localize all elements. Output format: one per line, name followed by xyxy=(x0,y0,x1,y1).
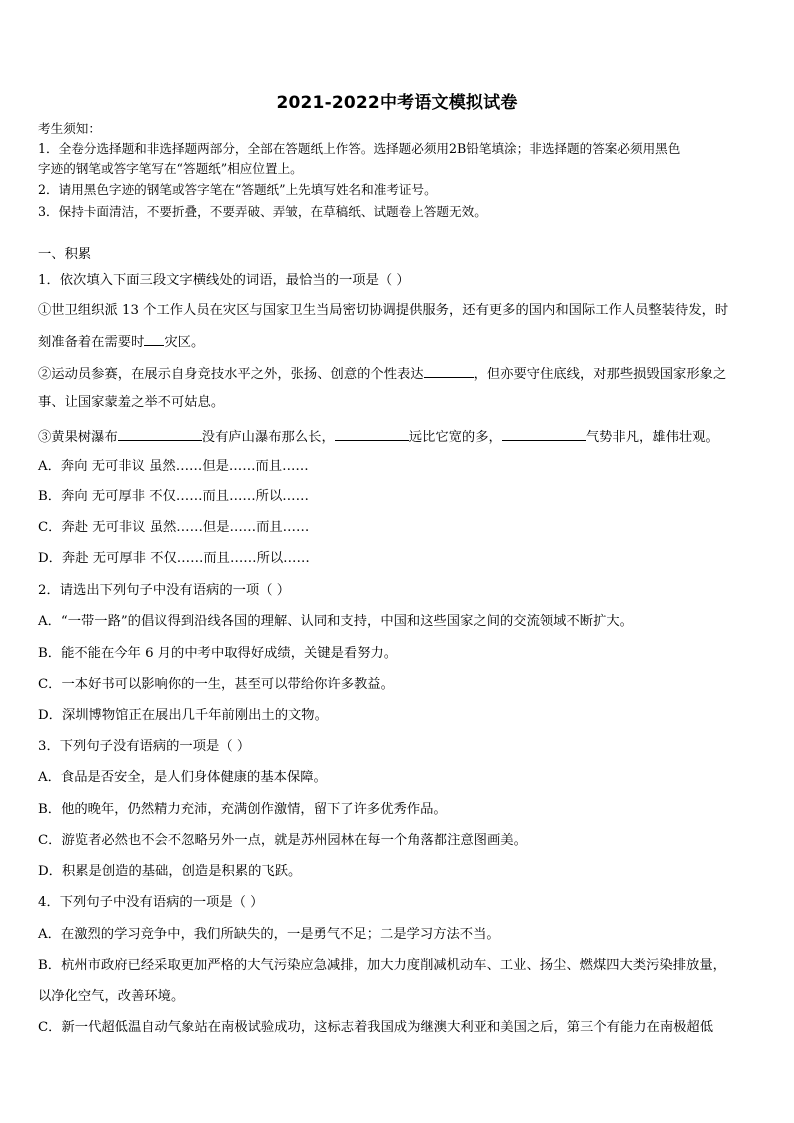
q2-option-c: C．一本好书可以影响你的一生，甚至可以带给你许多教益。 xyxy=(38,677,394,692)
q1-passage-1-line-1: ①世卫组织派 13 个工作人员在灾区与国家卫生当局密切协调提供服务，还有更多的国内和国际工作人员整装待发，时 xyxy=(38,303,729,318)
notice-item-3: 3．保持卡面清洁，不要折叠，不要弄破、弄皱，在草稿纸、试题卷上答题无效。 xyxy=(38,204,487,219)
q3-stem: 3．下列句子没有语病的一项是（ ） xyxy=(38,739,251,754)
q1-p1-text-end: 灾区。 xyxy=(164,335,205,350)
q1-p1-text: 刻准备着在需要时 xyxy=(38,335,145,350)
notice-item-1-cont: 字迹的钢笔或答字笔写在“答题纸”相应位置上。 xyxy=(38,161,303,176)
q1-option-b: B．奔向 无可厚非 不仅……而且……所以…… xyxy=(38,489,309,504)
q1-p2-text-b: ，但亦要守住底线，对那些损毁国家形象之 xyxy=(473,367,727,382)
q1-p3-text-c: 远比它宽的多， xyxy=(408,430,502,445)
q3-option-a: A．食品是否安全，是人们身体健康的基本保障。 xyxy=(38,770,327,785)
q1-passage-1-line-2 xyxy=(38,332,758,352)
notice-heading: 考生须知： xyxy=(38,121,101,136)
q4-stem: 4．下列句子中没有语病的一项是（ ） xyxy=(38,895,264,910)
fill-blank xyxy=(118,427,202,441)
q1-p2-text-a: ②运动员参赛，在展示自身竞技水平之外，张扬、创意的个性表达 xyxy=(38,367,424,382)
q1-passage-2-line-2: 事、让国家蒙羞之举不可姑息。 xyxy=(38,395,225,410)
q1-passage-2-line-1 xyxy=(38,364,758,384)
q1-p3-text-b: 没有庐山瀑布那么长， xyxy=(201,430,335,445)
fill-blank xyxy=(502,427,586,441)
q4-option-b: B．杭州市政府已经采取更加严格的大气污染应急减排，加大力度削减机动车、工业、扬尘、燃煤四大类污染排放量， xyxy=(38,958,726,973)
q4-option-a: A．在激烈的学习竞争中，我们所缺失的，一是勇气不足；二是学习方法不当。 xyxy=(38,927,500,942)
q3-option-c: C．游览者必然也不会不忽略另外一点，就是苏州园林在每一个角落都注意图画美。 xyxy=(38,833,527,848)
q3-option-b: B．他的晚年，仍然精力充沛，充满创作激情，留下了许多优秀作品。 xyxy=(38,802,447,817)
notice-item-1: 1．全卷分选择题和非选择题两部分，全部在答题纸上作答。选择题必须用2B铅笔填涂；非选择题的答案必须用黑色 xyxy=(38,141,681,156)
notice-item-2: 2．请用黑色字迹的钢笔或答字笔在“答题纸”上先填写姓名和准考证号。 xyxy=(38,182,437,197)
fill-blank xyxy=(424,364,474,378)
q1-stem: 1．依次填入下面三段文字横线处的词语，最恰当的一项是（ ） xyxy=(38,273,410,288)
q1-passage-3 xyxy=(38,427,758,447)
q1-p3-text-a: ③黄果树瀑布 xyxy=(38,430,118,445)
q4-option-b-cont: 以净化空气，改善环境。 xyxy=(38,989,185,1004)
page-title: 2021-2022中考语文模拟试卷 xyxy=(276,93,518,113)
q1-option-d: D．奔赴 无可厚非 不仅……而且……所以…… xyxy=(38,551,310,566)
q4-option-c: C．新一代超低温自动气象站在南极试验成功，这标志着我国成为继澳大利亚和美国之后，第三个有能力在南极超低 xyxy=(38,1020,714,1035)
q1-option-c: C．奔赴 无可非议 虽然……但是……而且…… xyxy=(38,520,310,535)
fill-blank xyxy=(144,332,164,346)
q1-option-a: A．奔向 无可非议 虽然……但是……而且…… xyxy=(38,459,309,474)
q2-option-a: A．“一带一路”的倡议得到沿线各国的理解、认同和支持，中国和这些国家之间的交流领域不断扩大。 xyxy=(38,614,633,629)
section-heading: 一、积累 xyxy=(38,247,92,262)
q1-p3-text-d: 气势非凡，雄伟壮观。 xyxy=(585,430,719,445)
q2-stem: 2．请选出下列句子中没有语病的一项（ ） xyxy=(38,583,291,598)
q3-option-d: D．积累是创造的基础，创造是积累的飞跃。 xyxy=(38,864,302,879)
q2-option-d: D．深圳博物馆正在展出几千年前刚出土的文物。 xyxy=(38,708,328,723)
fill-blank xyxy=(335,427,409,441)
q2-option-b: B．能不能在今年 6 月的中考中取得好成绩，关键是看努力。 xyxy=(38,646,398,661)
